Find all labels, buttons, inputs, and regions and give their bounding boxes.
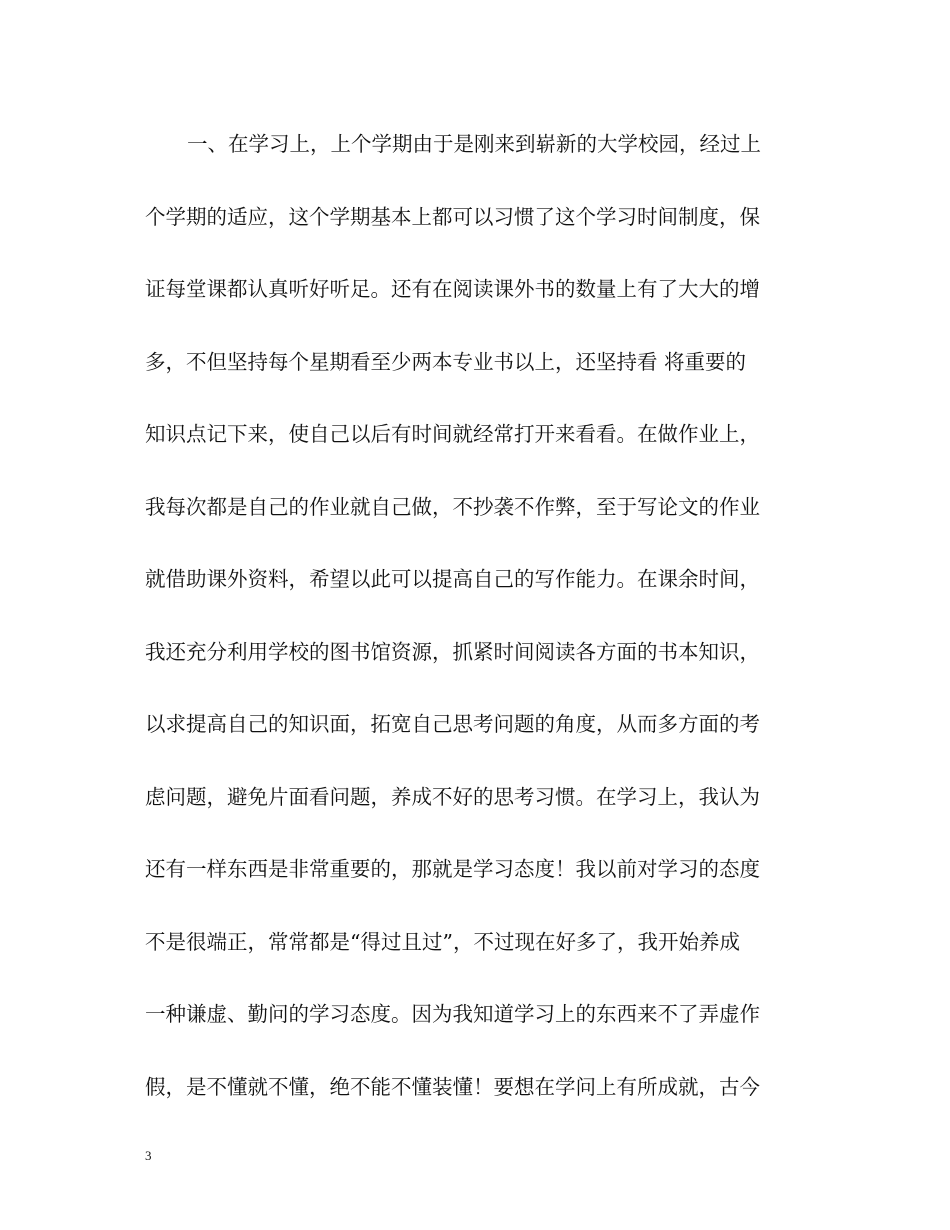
text-line: 就借助课外资料，希望以此可以提高自己的写作能力。在课余时间， — [145, 567, 760, 591]
text-line: 以求提高自己的知识面，拓宽自己思考问题的角度，从而多方面的考 — [145, 712, 760, 736]
text-line: 不是很端正，常常都是“得过且过”，不过现在好多了，我开始养成 — [145, 929, 740, 954]
text-line: 我还充分利用学校的图书馆资源，抓紧时间阅读各方面的书本知识， — [145, 639, 760, 664]
text-line: 一、在学习上，上个学期由于是刚来到崭新的大学校园，经过上 — [187, 132, 761, 156]
text-line: 知识点记下来，使自己以后有时间就经常打开来看看。在做作业上， — [145, 422, 760, 446]
body-paragraph — [145, 124, 805, 1139]
text-line: 个学期的适应，这个学期基本上都可以习惯了这个学习时间制度，保 — [145, 204, 760, 229]
text-line: 还有一样东西是非常重要的，那就是学习态度！我以前对学习的态度 — [145, 857, 760, 881]
text-line: 证每堂课都认真听好听足。还有在阅读课外书的数量上有了大大的增 — [145, 277, 760, 301]
text-line: 虑问题，避免片面看问题，养成不好的思考习惯。在学习上，我认为 — [145, 784, 760, 809]
text-line: 我每次都是自己的作业就自己做，不抄袭不作弊，至于写论文的作业 — [145, 494, 760, 519]
text-line: 假，是不懂就不懂，绝不能不懂装懂！要想在学问上有所成就，古今 — [145, 1074, 760, 1099]
page-number: 3 — [145, 1148, 152, 1163]
text-line: 多，不但坚持每个星期看至少两本专业书以上，还坚持看 将重要的 — [145, 349, 747, 374]
text-line: 一种谦虚、勤问的学习态度。因为我知道学习上的东西来不了弄虚作 — [145, 1002, 760, 1026]
